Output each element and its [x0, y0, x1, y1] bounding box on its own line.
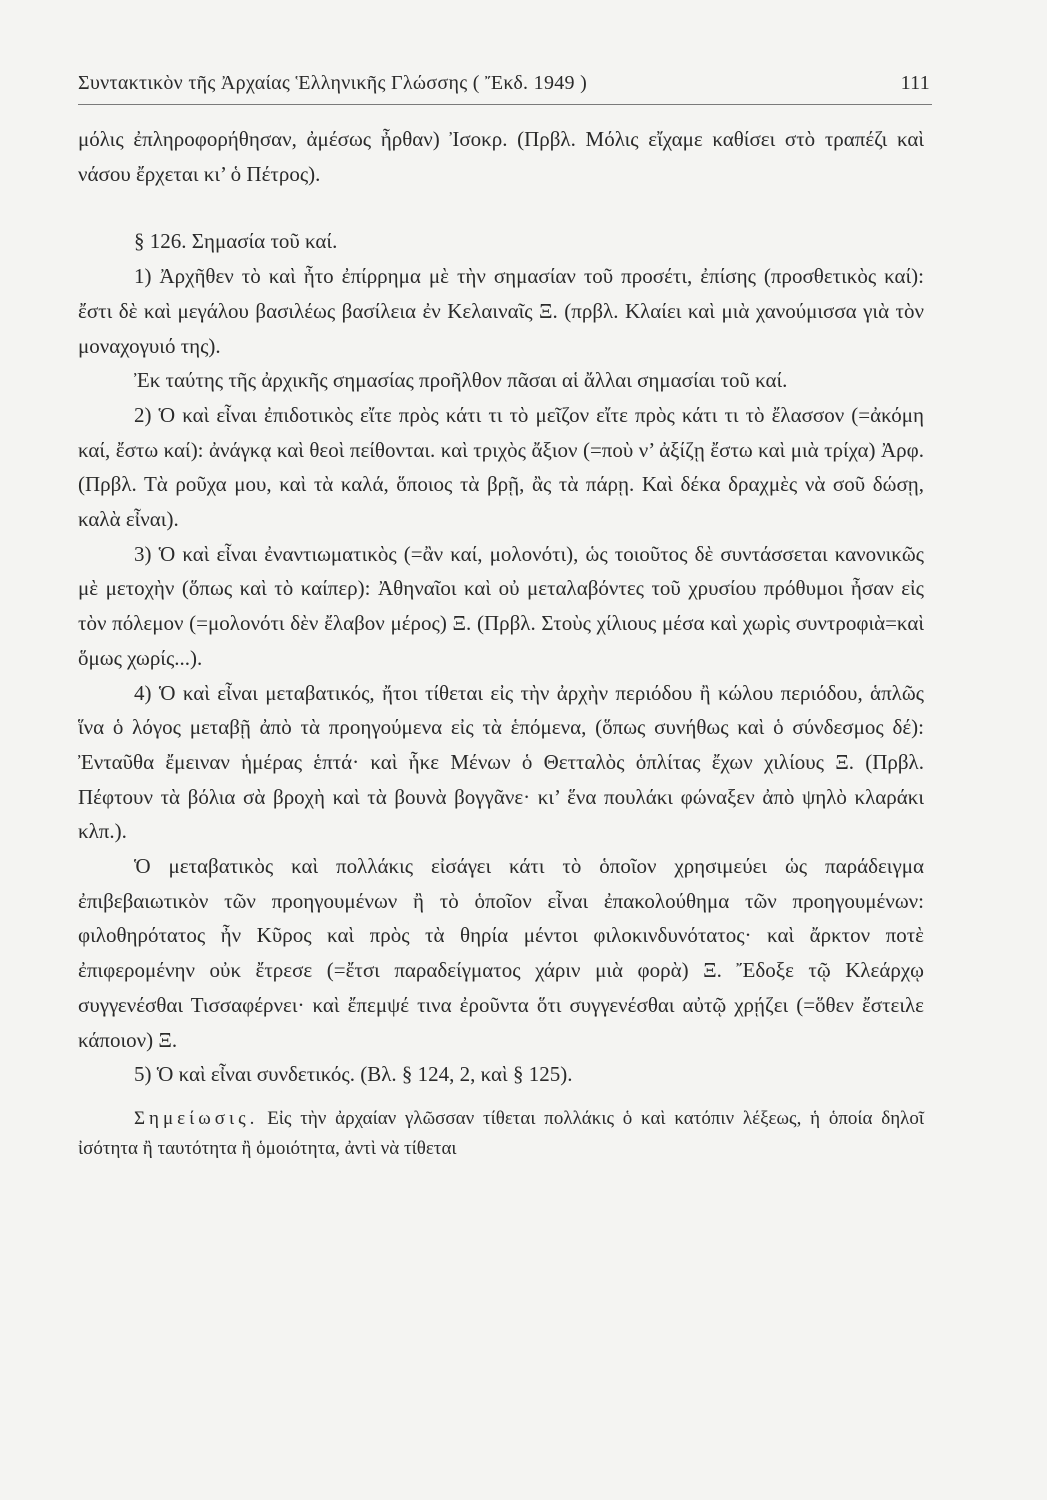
paragraph-origin: Ἐκ ταύτης τῆς ἀρχικῆς σημασίας προῆλθον πᾶσαι αἱ ἄλλαι σημασίαι τοῦ καί. — [134, 368, 788, 393]
paragraph-4: 4) Ὁ καὶ εἶναι μεταβατικός, ἤτοι τίθεται εἰς τὴν ἀρχὴν περιόδου ἢ κώλου περιόδου, ἁπλῶς ἵνα ὁ λόγος μεταβῇ ἀπὸ τὰ προηγούμενα εἰς τὰ ἑπόμενα, (ὅπως συνήθως καὶ ὁ σύνδεσμος δέ): Ἐνταῦθα ἔμειναν ἡμέρας ἑπτά· καὶ ἧκε Μένων ὁ Θετταλὸς ὁπλίτας ἔχων χιλίους Ξ. (Πρβλ. Πέφτουν τὰ βόλια σὰ βροχὴ καὶ τὰ βουνὰ βογγᾶνε· κι’ ἕνα πουλάκι φώναξεν ἀπὸ ψηλὸ κλαράκι κλπ.). — [78, 680, 924, 844]
paragraph-5: 5) Ὁ καὶ εἶναι συνδετικός. (Βλ. § 124, 2, καὶ § 125). — [134, 1062, 573, 1087]
note-paragraph — [78, 1104, 924, 1164]
note-label: Σημείωσις. — [134, 1107, 259, 1129]
paragraph-1: 1) Ἀρχῆθεν τὸ καὶ ἦτο ἐπίρρημα μὲ τὴν σημασίαν τοῦ προσέτι, ἐπίσης (προσθετικὸς καί): ἔστι δὲ καὶ μεγάλου βασιλέως βασίλεια ἐν Κελαιναῖς Ξ. (πρβλ. Κλαίει καὶ μιὰ χανούμισσα γιὰ τὸν μοναχογυιό της). — [78, 264, 924, 358]
paragraph-transitional: Ὁ μεταβατικὸς καὶ πολλάκις εἰσάγει κάτι τὸ ὁποῖον χρησιμεύει ὡς παράδειγμα ἐπιβεβαιωτικὸν τῶν προηγουμένων ἢ τὸ ὁποῖον εἶναι ἐπακολούθημα τῶν προηγουμένων: φιλοθηρότατος ἦν Κῦρος καὶ πρὸς τὰ θηρία μέντοι φιλοκινδυνότατος· καὶ ἄρκτον ποτὲ ἐπιφερομένην οὐκ ἔτρεσε (=ἔτσι παραδείγματος χάριν μιὰ φορὰ) Ξ. Ἔδοξε τῷ Κλεάρχῳ συγγενέσθαι Τισσαφέρνει· καὶ ἔπεμψέ τινα ἐροῦντα ὅτι συγγενέσθαι αὐτῷ χρῄζει (=ὅθεν ἔστειλε κάποιον) Ξ. — [78, 854, 924, 1052]
note-text: Εἰς τὴν ἀρχαίαν γλῶσσαν τίθεται πολλάκις ὁ καὶ κατόπιν λέξεως, ἡ ὁποία δηλοῖ ἰσότητα ἢ ταυτότητα ἢ ὁμοιότητα, ἀντὶ νὰ τίθεται — [78, 1107, 924, 1159]
page-number: 111 — [900, 72, 930, 94]
body-text — [78, 122, 924, 1164]
header-rule — [78, 104, 932, 105]
paragraph-continuation: μόλις ἐπληροφορήθησαν, ἀμέσως ἦρθαν) Ἰσοκρ. (Πρβλ. Μόλις εἴχαμε καθίσει στὸ τραπέζι καὶ νάσου ἔρχεται κι’ ὁ Πέτρος). — [78, 127, 924, 186]
paragraph-2: 2) Ὁ καὶ εἶναι ἐπιδοτικὸς εἴτε πρὸς κάτι τι τὸ μεῖζον εἴτε πρὸς κάτι τι τὸ ἔλασσον (=ἀκόμη καί, ἔστω καί): ἀνάγκᾳ καὶ θεοὶ πείθονται. καὶ τριχὸς ἄξιον (=ποὺ ν’ ἀξίζῃ ἔστω καὶ μιὰ τρίχα) Ἀρφ. (Πρβλ. Τὰ ροῦχα μου, καὶ τὰ καλά, ὅποιος τὰ βρῇ, ἂς τὰ πάρῃ. Καὶ δέκα δραχμὲς νὰ σοῦ δώσῃ, καλὰ εἶναι). — [78, 402, 924, 532]
book-title: Συντακτικὸν τῆς Ἀρχαίας Ἑλληνικῆς Γλώσσης ( Ἔκδ. 1949 ) — [78, 72, 588, 94]
section-heading: § 126. Σημασία τοῦ καί. — [134, 229, 338, 254]
paragraph-3: 3) Ὁ καὶ εἶναι ἐναντιωματικὸς (=ἂν καί, μολονότι), ὡς τοιοῦτος δὲ συντάσσεται κανονικῶς μὲ μετοχὴν (ὅπως καὶ τὸ καίπερ): Ἀθηναῖοι καὶ οὐ μεταλαβόντες τοῦ χρυσίου πρόθυμοι ἦσαν εἰς τὸν πόλεμον (=μολονότι δὲν ἔλαβον μέρος) Ξ. (Πρβλ. Στοὺς χίλιους μέσα καὶ χωρὶς συντροφιὰ=καὶ ὅμως χωρίς...). — [78, 541, 924, 670]
running-head — [78, 72, 930, 99]
